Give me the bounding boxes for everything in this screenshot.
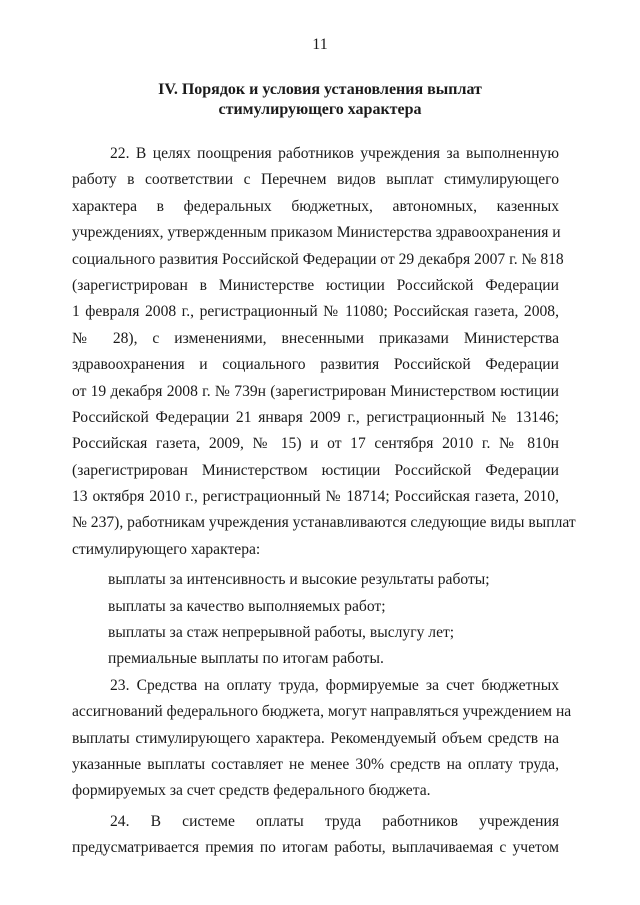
paragraph-line: Российская газета, 2009, № 15) и от 17 сентября 2010 г. № 810н xyxy=(72,435,559,453)
paragraph-line: работу в соответствии с Перечнем видов выплат стимулирующего xyxy=(72,171,559,189)
paragraph-line: от 19 декабря 2008 г. № 739н (зарегистрирован Министерством юстиции xyxy=(72,382,559,400)
paragraph-line: (зарегистрирован Министерством юстиции Российской Федерации xyxy=(72,461,559,479)
paragraph-line: Российской Федерации 21 января 2009 г., регистрационный № 13146; xyxy=(72,408,559,426)
paragraph-line: ассигнований федерального бюджета, могут направляться учреждением на xyxy=(72,703,572,721)
section-title xyxy=(60,80,580,120)
body-text xyxy=(72,141,576,862)
paragraph-line: учреждениях, утвержденным приказом Министерства здравоохранения и xyxy=(72,224,561,242)
paragraph-line: указанные выплаты составляет не менее 30% средств на оплату труда, xyxy=(72,755,559,773)
paragraph-line: 24. В системе оплаты труда работников учреждения xyxy=(110,812,559,830)
section-title-line-1: IV. Порядок и условия установления выплат xyxy=(158,81,482,98)
paragraph-line: 23. Средства на оплату труда, формируемые за счет бюджетных xyxy=(110,676,559,694)
paragraph-line: социального развития Российской Федерации от 29 декабря 2007 г. № 818 xyxy=(72,250,564,268)
payment-types-list xyxy=(72,567,559,673)
paragraph-line: предусматривается премия по итогам работы, выплачиваемая с учетом xyxy=(72,839,559,857)
paragraph-line: здравоохранения и социального развития Российской Федерации xyxy=(72,356,559,374)
paragraph-line: характера в федеральных бюджетных, автономных, казенных xyxy=(72,197,559,215)
paragraph-line: 13 октября 2010 г., регистрационный № 18714; Российская газета, 2010, xyxy=(72,488,559,506)
list-item: выплаты за стаж непрерывной работы, выслугу лет; xyxy=(108,624,455,642)
list-item: выплаты за качество выполняемых работ; xyxy=(108,597,386,615)
paragraph-line: (зарегистрирован в Министерстве юстиции Российской Федерации xyxy=(72,276,559,294)
paragraph-line: стимулирующего характера: xyxy=(72,540,261,558)
paragraph-22 xyxy=(72,141,576,563)
paragraph-line: 1 февраля 2008 г., регистрационный № 11080; Российская газета, 2008, xyxy=(72,303,559,321)
paragraph-24 xyxy=(72,809,559,862)
paragraph-line: № 237), работникам учреждения устанавливаются следующие виды выплат xyxy=(72,514,576,532)
section-title-line-2: стимулирующего характера xyxy=(218,101,422,118)
page-number: 11 xyxy=(312,36,328,53)
paragraph-line: выплаты стимулирующего характера. Рекомендуемый объем средств на xyxy=(72,729,559,747)
paragraph-line: формируемых за счет средств федерального бюджета. xyxy=(72,782,431,800)
paragraph-line: № 28), с изменениями, внесенными приказами Министерства xyxy=(72,329,559,347)
paragraph-line: 22. В целях поощрения работников учреждения за выполненную xyxy=(110,145,559,162)
list-item: выплаты за интенсивность и высокие результаты работы; xyxy=(108,571,490,589)
list-item: премиальные выплаты по итогам работы. xyxy=(108,650,384,668)
paragraph-23 xyxy=(72,673,572,805)
